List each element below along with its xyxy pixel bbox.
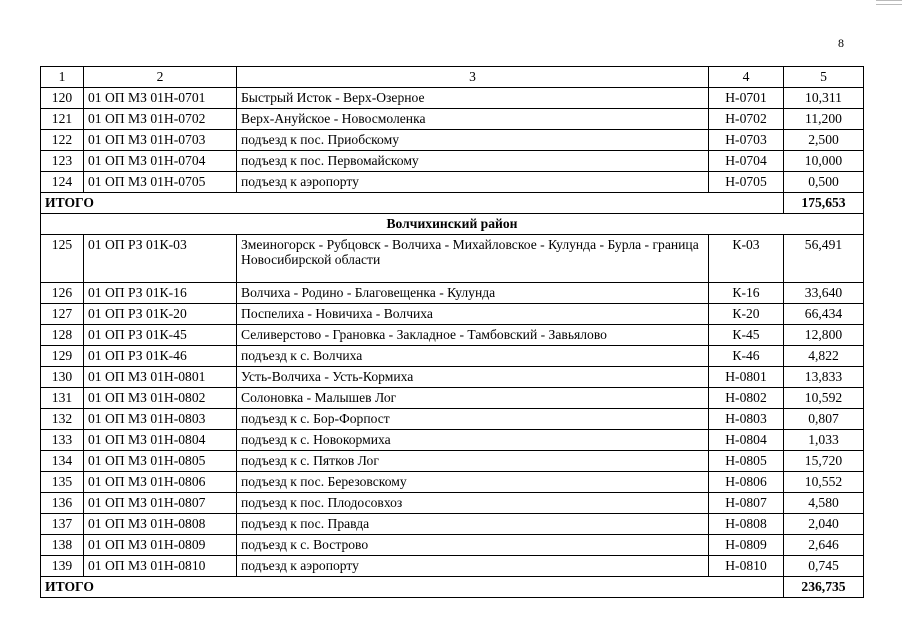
road-length-cell: 2,040 xyxy=(784,514,864,535)
road-name-cell: Солоновка - Малышев Лог xyxy=(237,388,709,409)
road-length-cell: 0,500 xyxy=(784,172,864,193)
road-length-cell: 1,033 xyxy=(784,430,864,451)
road-name-cell: подъезд к с. Новокормиха xyxy=(237,430,709,451)
row-number-cell: 135 xyxy=(41,472,84,493)
column-number-cell: 2 xyxy=(84,67,237,88)
road-length-cell: 15,720 xyxy=(784,451,864,472)
column-number-cell: 4 xyxy=(709,67,784,88)
row-number-cell: 121 xyxy=(41,109,84,130)
row-number-cell: 128 xyxy=(41,325,84,346)
road-index-cell: Н-0705 xyxy=(709,172,784,193)
scan-corner-mark xyxy=(876,0,902,5)
column-number-cell: 3 xyxy=(237,67,709,88)
road-length-cell: 10,552 xyxy=(784,472,864,493)
road-code-cell: 01 ОП МЗ 01Н-0805 xyxy=(84,451,237,472)
table-row xyxy=(41,514,864,535)
road-code-cell: 01 ОП РЗ 01К-45 xyxy=(84,325,237,346)
district-header-row xyxy=(41,214,864,235)
road-code-cell: 01 ОП МЗ 01Н-0804 xyxy=(84,430,237,451)
column-number-cell: 5 xyxy=(784,67,864,88)
total-label: ИТОГО xyxy=(41,577,784,598)
table-row xyxy=(41,151,864,172)
road-name-cell: Быстрый Исток - Верх-Озерное xyxy=(237,88,709,109)
road-index-cell: К-46 xyxy=(709,346,784,367)
road-name-cell: подъезд к пос. Первомайскому xyxy=(237,151,709,172)
road-code-cell: 01 ОП РЗ 01К-03 xyxy=(84,235,237,283)
road-name-cell: Селиверстово - Грановка - Закладное - Тамбовский - Завьялово xyxy=(237,325,709,346)
table-row xyxy=(41,556,864,577)
roads-table xyxy=(40,66,864,598)
road-length-cell: 12,800 xyxy=(784,325,864,346)
road-name-cell: Усть-Волчиха - Усть-Кормиха xyxy=(237,367,709,388)
table-row xyxy=(41,88,864,109)
road-code-cell: 01 ОП МЗ 01Н-0702 xyxy=(84,109,237,130)
road-length-cell: 10,592 xyxy=(784,388,864,409)
row-number-cell: 137 xyxy=(41,514,84,535)
row-number-cell: 129 xyxy=(41,346,84,367)
table-row xyxy=(41,493,864,514)
row-number-cell: 139 xyxy=(41,556,84,577)
road-code-cell: 01 ОП МЗ 01Н-0806 xyxy=(84,472,237,493)
row-number-cell: 133 xyxy=(41,430,84,451)
road-name-cell: подъезд к пос. Плодосовхоз xyxy=(237,493,709,514)
road-name-cell: подъезд к пос. Березовскому xyxy=(237,472,709,493)
road-length-cell: 0,745 xyxy=(784,556,864,577)
road-code-cell: 01 ОП МЗ 01Н-0803 xyxy=(84,409,237,430)
road-code-cell: 01 ОП МЗ 01Н-0704 xyxy=(84,151,237,172)
road-name-cell: Верх-Ануйское - Новосмоленка xyxy=(237,109,709,130)
road-code-cell: 01 ОП МЗ 01Н-0807 xyxy=(84,493,237,514)
row-number-cell: 127 xyxy=(41,304,84,325)
total-value: 175,653 xyxy=(784,193,864,214)
table-row xyxy=(41,472,864,493)
road-length-cell: 0,807 xyxy=(784,409,864,430)
total-row xyxy=(41,577,864,598)
total-label: ИТОГО xyxy=(41,193,784,214)
road-code-cell: 01 ОП МЗ 01Н-0802 xyxy=(84,388,237,409)
road-length-cell: 66,434 xyxy=(784,304,864,325)
road-index-cell: К-03 xyxy=(709,235,784,283)
table-row xyxy=(41,283,864,304)
table-row xyxy=(41,346,864,367)
table-row xyxy=(41,172,864,193)
road-index-cell: Н-0810 xyxy=(709,556,784,577)
district-title: Волчихинский район xyxy=(41,214,864,235)
row-number-cell: 123 xyxy=(41,151,84,172)
road-index-cell: К-20 xyxy=(709,304,784,325)
table-row xyxy=(41,304,864,325)
road-index-cell: Н-0806 xyxy=(709,472,784,493)
road-length-cell: 10,000 xyxy=(784,151,864,172)
road-length-cell: 10,311 xyxy=(784,88,864,109)
road-code-cell: 01 ОП РЗ 01К-20 xyxy=(84,304,237,325)
road-code-cell: 01 ОП МЗ 01Н-0810 xyxy=(84,556,237,577)
row-number-cell: 138 xyxy=(41,535,84,556)
road-code-cell: 01 ОП МЗ 01Н-0701 xyxy=(84,88,237,109)
road-name-cell: Поспелиха - Новичиха - Волчиха xyxy=(237,304,709,325)
road-index-cell: Н-0801 xyxy=(709,367,784,388)
table-row xyxy=(41,451,864,472)
road-index-cell: К-45 xyxy=(709,325,784,346)
road-index-cell: К-16 xyxy=(709,283,784,304)
road-index-cell: Н-0809 xyxy=(709,535,784,556)
road-name-cell: Змеиногорск - Рубцовск - Волчиха - Михайловское - Кулунда - Бурла - граница Новосибирской области xyxy=(237,235,709,283)
road-code-cell: 01 ОП РЗ 01К-46 xyxy=(84,346,237,367)
road-name-cell: подъезд к с. Бор-Форпост xyxy=(237,409,709,430)
road-name-cell: подъезд к с. Пятков Лог xyxy=(237,451,709,472)
table-row xyxy=(41,325,864,346)
road-code-cell: 01 ОП МЗ 01Н-0705 xyxy=(84,172,237,193)
road-length-cell: 13,833 xyxy=(784,367,864,388)
road-length-cell: 2,646 xyxy=(784,535,864,556)
table-row xyxy=(41,388,864,409)
road-name-cell: подъезд к аэропорту xyxy=(237,172,709,193)
road-code-cell: 01 ОП МЗ 01Н-0809 xyxy=(84,535,237,556)
column-number-row xyxy=(41,67,864,88)
road-length-cell: 11,200 xyxy=(784,109,864,130)
row-number-cell: 120 xyxy=(41,88,84,109)
road-code-cell: 01 ОП МЗ 01Н-0703 xyxy=(84,130,237,151)
table-row xyxy=(41,430,864,451)
road-name-cell: подъезд к пос. Приобскому xyxy=(237,130,709,151)
road-code-cell: 01 ОП МЗ 01Н-0808 xyxy=(84,514,237,535)
road-index-cell: Н-0802 xyxy=(709,388,784,409)
table-row xyxy=(41,109,864,130)
table-row xyxy=(41,235,864,283)
row-number-cell: 131 xyxy=(41,388,84,409)
road-length-cell: 4,822 xyxy=(784,346,864,367)
road-index-cell: Н-0803 xyxy=(709,409,784,430)
road-name-cell: подъезд к с. Вострово xyxy=(237,535,709,556)
road-index-cell: Н-0804 xyxy=(709,430,784,451)
row-number-cell: 130 xyxy=(41,367,84,388)
row-number-cell: 134 xyxy=(41,451,84,472)
row-number-cell: 126 xyxy=(41,283,84,304)
column-number-cell: 1 xyxy=(41,67,84,88)
road-name-cell: Волчиха - Родино - Благовещенка - Кулунда xyxy=(237,283,709,304)
road-name-cell: подъезд к пос. Правда xyxy=(237,514,709,535)
total-row xyxy=(41,193,864,214)
page-number: 8 xyxy=(838,36,844,50)
road-length-cell: 33,640 xyxy=(784,283,864,304)
row-number-cell: 136 xyxy=(41,493,84,514)
road-index-cell: Н-0703 xyxy=(709,130,784,151)
road-length-cell: 56,491 xyxy=(784,235,864,283)
road-code-cell: 01 ОП МЗ 01Н-0801 xyxy=(84,367,237,388)
road-name-cell: подъезд к аэропорту xyxy=(237,556,709,577)
total-value: 236,735 xyxy=(784,577,864,598)
road-length-cell: 4,580 xyxy=(784,493,864,514)
row-number-cell: 132 xyxy=(41,409,84,430)
row-number-cell: 125 xyxy=(41,235,84,283)
row-number-cell: 122 xyxy=(41,130,84,151)
road-index-cell: Н-0701 xyxy=(709,88,784,109)
road-index-cell: Н-0702 xyxy=(709,109,784,130)
road-length-cell: 2,500 xyxy=(784,130,864,151)
row-number-cell: 124 xyxy=(41,172,84,193)
road-index-cell: Н-0808 xyxy=(709,514,784,535)
table-row xyxy=(41,535,864,556)
road-index-cell: Н-0805 xyxy=(709,451,784,472)
table-row xyxy=(41,130,864,151)
road-name-cell: подъезд к с. Волчиха xyxy=(237,346,709,367)
table-row xyxy=(41,367,864,388)
road-code-cell: 01 ОП РЗ 01К-16 xyxy=(84,283,237,304)
table-row xyxy=(41,409,864,430)
road-index-cell: Н-0807 xyxy=(709,493,784,514)
road-index-cell: Н-0704 xyxy=(709,151,784,172)
